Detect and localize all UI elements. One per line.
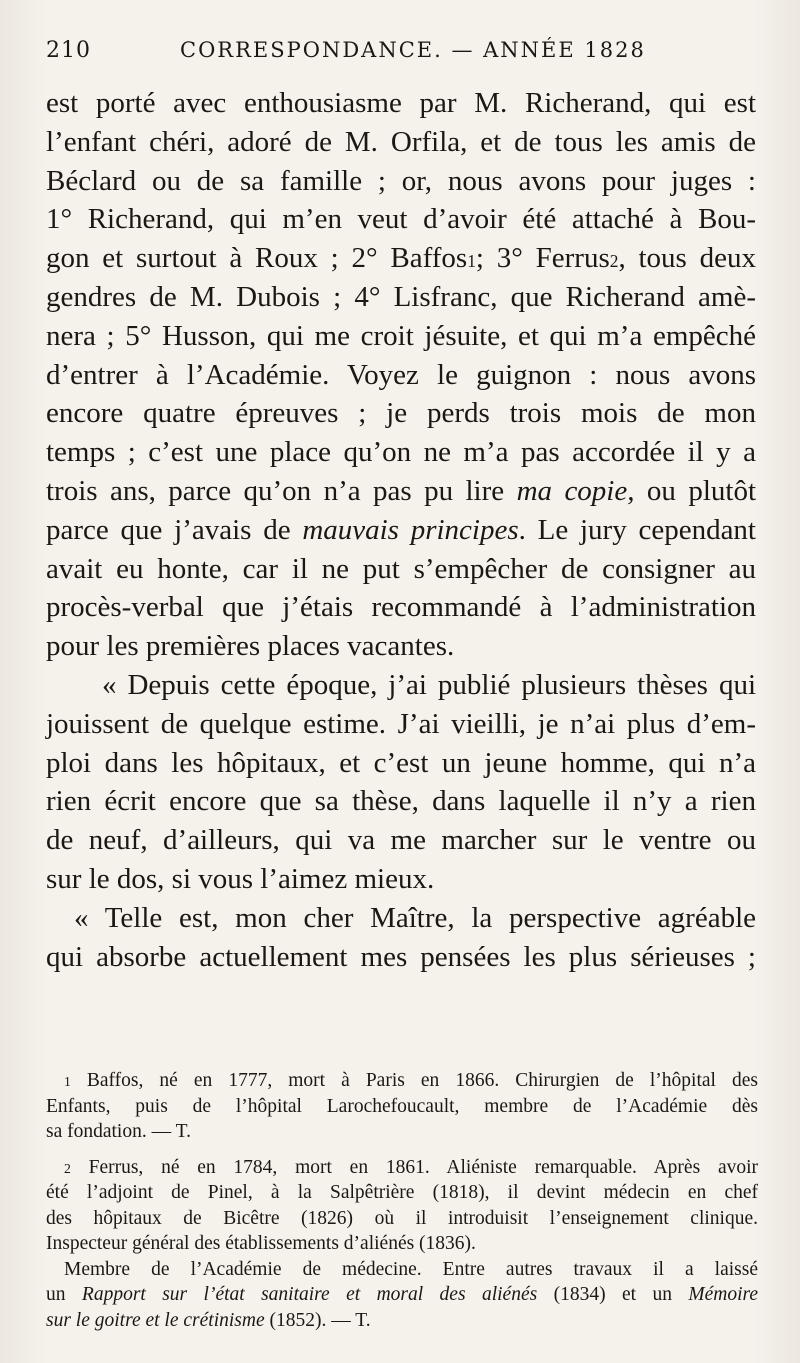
italic-title: Rapport sur l’état sanitaire et moral des aliénés bbox=[81, 1284, 538, 1305]
italic-title: Mémoire bbox=[688, 1284, 759, 1305]
text-line: « Telle est, mon cher Maître, la perspective agréable bbox=[74, 901, 756, 934]
page-number: 210 bbox=[46, 38, 91, 63]
text-line: « Depuis cette époque, j’ai publié plusieurs thèses qui bbox=[102, 668, 756, 701]
footnote-ref: 1 bbox=[467, 251, 476, 272]
footnote-number: 1 bbox=[64, 1074, 71, 1089]
text-line: procès-verbal que j’étais recommandé à l’administration bbox=[46, 591, 756, 624]
italic-phrase: ma copie, bbox=[516, 474, 635, 507]
text-line: sur le dos, si vous l’aimez mieux. bbox=[46, 862, 435, 895]
text-line: encore quatre épreuves ; je perds trois mois de mon bbox=[46, 397, 756, 430]
text-line: rien écrit encore que sa thèse, dans laquelle il n’y a rien bbox=[46, 785, 756, 818]
running-title: CORRESPONDANCE. — ANNÉE 1828 bbox=[180, 38, 646, 62]
text-line: nera ; 5° Husson, qui me croit jésuite, et qui m’a empêché bbox=[46, 319, 756, 352]
footnote-2: $^2$ Ferrus, né en 1784, mort en 1861. Aliéniste remarquable. Après avoir été l’adjoint de Pinel, à la Salpêtrière (1818), il devint médecin en chef des hôpitaux de Bicêtre (1826) où il introduisit l’enseignement clinique. Inspecteur général des établissements d’aliénés (1836). Membre de l’Académie de médecine. Entre autres travaux il a laissé un Rapport sur l’état sanitaire et moral des aliénés (1834) et un Mémoire sur le goitre et le crétinisme (1852). — T. bbox=[46, 1156, 759, 1331]
text-line: de neuf, d’ailleurs, qui va me marcher sur le ventre ou bbox=[46, 824, 756, 857]
text-line: d’entrer à l’Académie. Voyez le guignon : nous avons bbox=[46, 358, 756, 391]
text-line: est porté avec enthousiasme par M. Richerand, qui est bbox=[46, 87, 756, 119]
page-header bbox=[46, 32, 756, 72]
text-line: gon et surtout à Roux ; 2° Baffos$^1$; 3° Ferrus$^2$, tous deux bbox=[46, 242, 756, 275]
italic-phrase: mauvais principes bbox=[302, 513, 519, 546]
text-line: ploi dans les hôpitaux, et c’est un jeune homme, qui n’a bbox=[46, 746, 756, 779]
footnote-ref: 2 bbox=[609, 251, 619, 272]
text-line: pour les premières places vacantes. bbox=[46, 630, 455, 663]
text-line: avait eu honte, car il ne put s’empêcher de consigner au bbox=[46, 552, 756, 585]
footnote-number: 2 bbox=[64, 1160, 71, 1176]
footnotes bbox=[46, 1068, 758, 1343]
text-line: gendres de M. Dubois ; 4° Lisfranc, que Richerand amè- bbox=[46, 280, 756, 313]
text-line: qui absorbe actuellement mes pensées les plus sérieuses ; bbox=[46, 940, 756, 973]
text-line: l’enfant chéri, adoré de M. Orfila, et de tous les amis de bbox=[46, 125, 756, 158]
text-line: trois ans, parce qu’on n’a pas pu lire ma copie, ou plutôt bbox=[46, 474, 757, 507]
text-line: parce que j’avais de mauvais principes. Le jury cependant bbox=[46, 513, 756, 546]
footnote-1: $^1$ Baffos, né en 1777, mort à Paris en 1866. Chirurgien de l’hôpital des Enfants, puis de l’hôpital Larochefoucault, membre de l’Académie dès sa fondation. — T. bbox=[46, 1070, 758, 1142]
text-line: 1° Richerand, qui m’en veut d’avoir été attaché à Bou- bbox=[46, 203, 756, 236]
text-line: temps ; c’est une place qu’on ne m’a pas accordée il y a bbox=[46, 436, 756, 469]
text-line: jouissent de quelque estime. J’ai vieilli, je n’ai plus d’em- bbox=[46, 707, 756, 740]
italic-title: sur le goitre et le crétinisme bbox=[46, 1309, 265, 1331]
text-line: Béclard ou de sa famille ; or, nous avons pour juges : bbox=[46, 164, 756, 197]
main-text bbox=[46, 84, 756, 976]
